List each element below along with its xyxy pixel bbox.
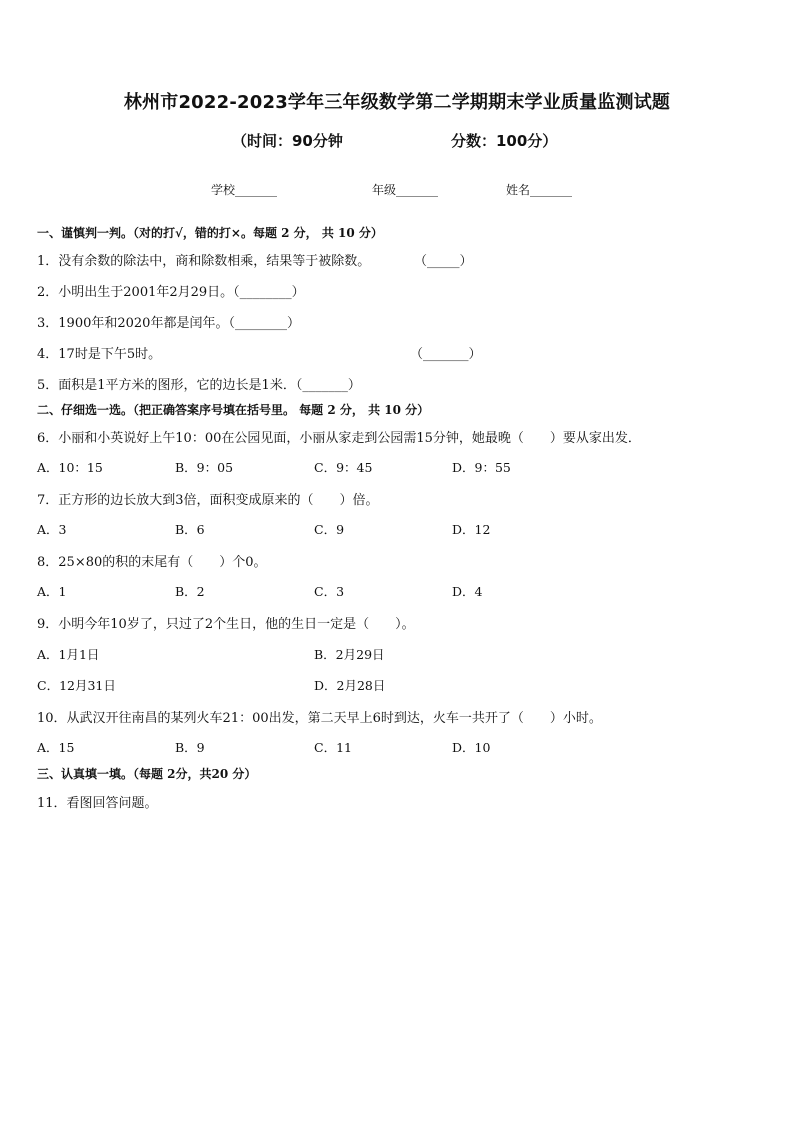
question-3: 3．1900年和2020年都是闰年。（________） bbox=[37, 316, 300, 331]
q8-option-a: A．1 bbox=[37, 584, 67, 599]
q9-option-c: C．12月31日 bbox=[37, 678, 116, 693]
question-5: 5．面积是1平方米的图形，它的边长是1米．（_______） bbox=[37, 378, 361, 393]
q6-option-d: D．9：55 bbox=[452, 460, 511, 475]
q10-option-a: A．15 bbox=[37, 740, 75, 755]
question-8: 8．25×80的积的末尾有（ ）个0。 bbox=[37, 555, 267, 570]
q6-option-c: C．9：45 bbox=[314, 460, 373, 475]
grade-field: 年级_______ bbox=[372, 183, 439, 197]
question-2: 2．小明出生于2001年2月29日。（________） bbox=[37, 285, 305, 300]
q7-option-b: B．6 bbox=[175, 522, 205, 537]
exam-score: 分数：100分） bbox=[451, 132, 558, 150]
section-heading-judge: 一、谨慎判一判。（对的打√，错的打×。每题 2 分， 共 10 分） bbox=[37, 226, 383, 240]
section-heading-fill: 三、认真填一填。（每题 2分，共20 分） bbox=[37, 767, 257, 781]
school-field: 学校_______ bbox=[211, 183, 278, 197]
question-9: 9．小明今年10岁了，只过了2个生日，他的生日一定是（ ）。 bbox=[37, 617, 415, 632]
q7-option-c: C．9 bbox=[314, 522, 345, 537]
q7-option-a: A．3 bbox=[37, 522, 67, 537]
q9-option-b: B．2月29日 bbox=[314, 647, 385, 662]
exam-time: （时间：90分钟 bbox=[232, 132, 343, 150]
question-1-blank: （_____） bbox=[414, 254, 473, 269]
name-field: 姓名_______ bbox=[506, 183, 573, 197]
q6-option-a: A．10：15 bbox=[37, 460, 103, 475]
section-heading-choice: 二、仔细选一选。（把正确答案序号填在括号里。 每题 2 分， 共 10 分） bbox=[37, 403, 430, 417]
question-11: 11．看图回答问题。 bbox=[37, 796, 158, 811]
q9-option-d: D．2月28日 bbox=[314, 678, 386, 693]
question-7: 7．正方形的边长放大到3倍，面积变成原来的（ ）倍。 bbox=[37, 493, 379, 508]
q8-option-c: C．3 bbox=[314, 584, 345, 599]
q10-option-c: C．11 bbox=[314, 740, 352, 755]
q6-option-b: B．9：05 bbox=[175, 460, 234, 475]
q9-option-a: A．1月1日 bbox=[37, 647, 100, 662]
question-4-blank: （_______） bbox=[410, 347, 482, 362]
question-4: 4．17时是下午5时。 bbox=[37, 347, 162, 362]
page-title: 林州市2022-2023学年三年级数学第二学期期末学业质量监测试题 bbox=[123, 92, 671, 113]
q8-option-b: B．2 bbox=[175, 584, 205, 599]
question-6: 6．小丽和小英说好上午10：00在公园见面，小丽从家走到公园需15分钟，她最晚（ ）要从家出发． bbox=[37, 431, 641, 446]
question-1: 1．没有余数的除法中，商和除数相乘，结果等于被除数。 bbox=[37, 254, 371, 269]
q8-option-d: D．4 bbox=[452, 584, 483, 599]
q10-option-b: B．9 bbox=[175, 740, 205, 755]
question-10: 10．从武汉开往南昌的某列火车21：00出发，第二天早上6时到达，火车一共开了（ ）小时。 bbox=[37, 711, 602, 726]
q7-option-d: D．12 bbox=[452, 522, 491, 537]
q10-option-d: D．10 bbox=[452, 740, 491, 755]
